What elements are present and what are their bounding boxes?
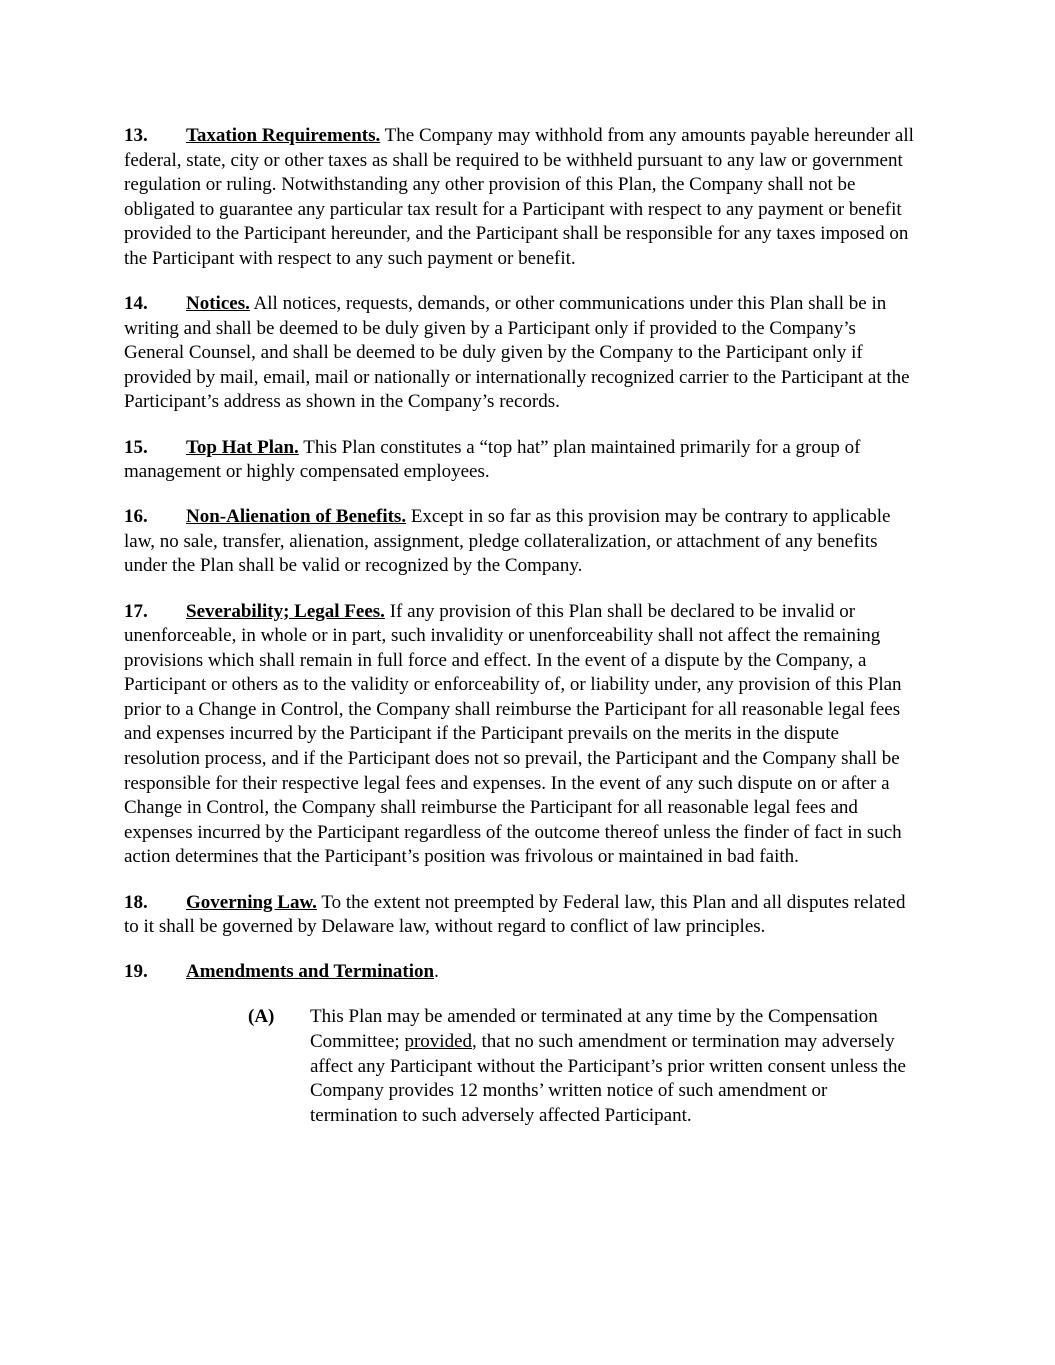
- section-body: To the extent not preempted by Federal law, this Plan and all disputes related to it shall be governed by Delaware law, without regard to conflict of law principles.: [124, 891, 906, 938]
- section-heading-suffix: .: [434, 961, 439, 983]
- section-heading: Non-Alienation of Benefits.: [186, 506, 407, 528]
- section-heading: Severability; Legal Fees.: [186, 600, 385, 622]
- section-heading: Taxation Requirements.: [186, 125, 381, 146]
- section-number: 15.: [124, 436, 148, 458]
- section-number: 17.: [124, 600, 148, 622]
- subsection-a: [248, 1005, 914, 1128]
- section-number: 16.: [124, 506, 148, 528]
- section-body: Except in so far as this provision may be contrary to applicable law, no sale, transfer, alienation, assignment, pledge collateralization, or attachment of any benefits under the Plan shall be valid or recognized by the Company.: [124, 506, 891, 577]
- subsection-label: (A): [248, 1006, 275, 1028]
- subsection-text-after: , that no such amendment or termination may adversely affect any Participant without the Participant’s prior written consent unless the Company provides 12 months’ written notice of such amendment or termination to such adversely affected Participant.: [310, 1030, 906, 1126]
- section-15: [124, 436, 914, 485]
- section-number: 19.: [124, 961, 148, 983]
- section-16: [124, 505, 914, 579]
- subsection-text-before: This Plan may be amended or terminated at any time by the Compensation Committee;: [310, 1006, 878, 1052]
- section-heading: Notices.: [186, 293, 250, 315]
- section-body: All notices, requests, demands, or other communications under this Plan shall be in writing and shall be deemed to be duly given by a Participant only if provided to the Company’s General Counsel, and shall be deemed to be duly given by the Company to the Participant only if provided by mail, email, mail or nationally or internationally recognized carrier to the Participant at the Participant’s address as shown in the Company’s records.: [124, 293, 910, 413]
- section-heading: Governing Law.: [186, 891, 317, 913]
- section-17: [124, 600, 914, 871]
- section-19: [124, 960, 914, 1128]
- subsection-underlined-term: provided: [404, 1030, 473, 1052]
- section-body: This Plan constitutes a “top hat” plan maintained primarily for a group of management or highly compensated employees.: [124, 436, 861, 483]
- document-page: [124, 124, 914, 1128]
- section-body: The Company may withhold from any amounts payable hereunder all federal, state, city or other taxes as shall be required to be withheld pursuant to any law or government regulation or ruling. Notwithstanding any other provision of this Plan, the Company shall not be obligated to guarantee any particular tax result for a Participant with respect to any payment or benefit provided to the Participant hereunder, and the Participant shall be responsible for any taxes imposed on the Participant with respect to any such payment or benefit.: [124, 125, 914, 269]
- section-number: 13.: [124, 125, 148, 146]
- section-heading: Top Hat Plan.: [186, 436, 299, 458]
- section-18: [124, 891, 914, 940]
- section-14: [124, 292, 914, 415]
- section-body: If any provision of this Plan shall be declared to be invalid or unenforceable, in whole or in part, such invalidity or unenforceability shall not affect the remaining provisions which shall remain in full force and effect. In the event of a dispute by the Company, a Participant or others as to the validity or enforceability of, or liability under, any provision of this Plan prior to a Change in Control, the Company shall reimburse the Participant for all reasonable legal fees and expenses incurred by the Participant if the Participant prevails on the merits in the dispute resolution process, and if the Participant does not so prevail, the Participant and the Company shall be responsible for their respective legal fees and expenses. In the event of any such dispute on or after a Change in Control, the Company shall reimburse the Participant for all reasonable legal fees and expenses incurred by the Participant regardless of the outcome thereof unless the finder of fact in such action determines that the Participant’s position was frivolous or maintained in bad faith.: [124, 600, 902, 868]
- section-number: 18.: [124, 891, 148, 913]
- section-heading: Amendments and Termination: [186, 961, 435, 983]
- section-13: [124, 124, 914, 272]
- section-19-heading-line: [124, 960, 914, 985]
- section-number: 14.: [124, 293, 148, 315]
